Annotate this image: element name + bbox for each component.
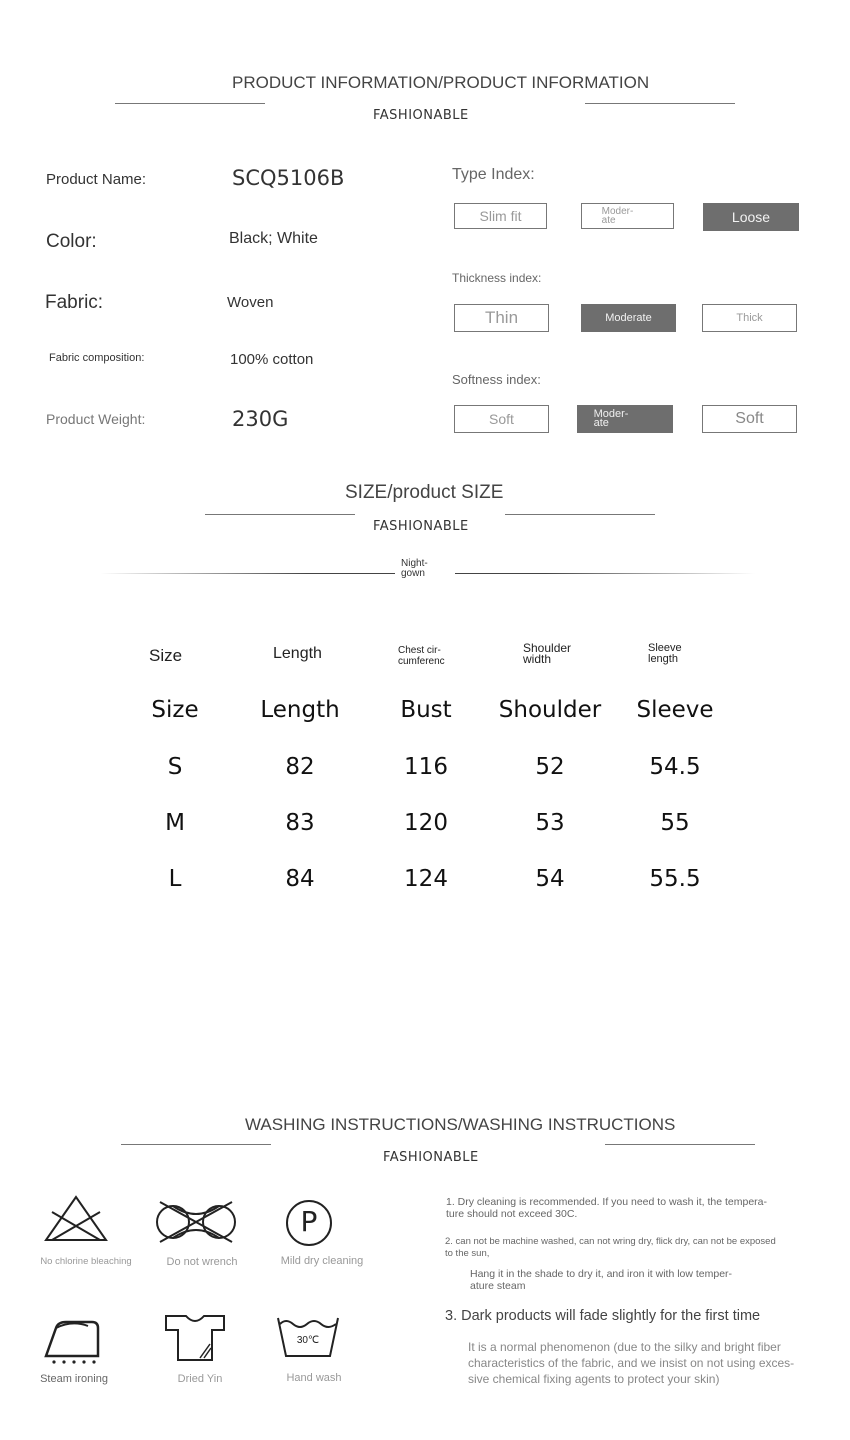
do-not-wring-caption: Do not wrench bbox=[166, 1256, 238, 1268]
product-weight-value: 230G bbox=[232, 407, 289, 431]
size-l: L bbox=[168, 866, 182, 892]
note-2: 2. can not be machine washed, can not wring dry, flick dry, can not be exposed to the sun, bbox=[445, 1236, 776, 1259]
bust-l: 124 bbox=[404, 866, 448, 892]
size-title: SIZE/product SIZE bbox=[345, 482, 504, 503]
product-name-label: Product Name: bbox=[46, 171, 147, 188]
size-s: S bbox=[167, 754, 183, 780]
fabric-composition-value: 100% cotton bbox=[230, 351, 314, 368]
note-2-detail: Hang it in the shade to dry it, and iron it with low temper- ature steam bbox=[470, 1268, 733, 1292]
dry-clean-p-icon bbox=[284, 1198, 334, 1253]
note-3: 3. Dark products will fade slightly for the first time bbox=[445, 1308, 761, 1324]
small-header-chest: Chest cir- cumferenc bbox=[398, 645, 445, 667]
small-header-size: Size bbox=[149, 646, 183, 665]
header-length: Length bbox=[260, 697, 340, 723]
product-info-title: PRODUCT INFORMATION/PRODUCT INFORMATION bbox=[232, 73, 650, 92]
product-name-value: SCQ5106B bbox=[232, 166, 345, 190]
title-rule-left bbox=[115, 103, 265, 104]
category-divider-right bbox=[455, 573, 755, 574]
washing-title: WASHING INSTRUCTIONS/WASHING INSTRUCTIONS bbox=[245, 1115, 676, 1134]
steam-iron-icon bbox=[42, 1316, 104, 1371]
title-rule-right bbox=[585, 103, 735, 104]
thickness-thick: Thick bbox=[702, 304, 797, 332]
product-weight-label: Product Weight: bbox=[46, 411, 146, 427]
header-shoulder: Shoulder bbox=[498, 697, 602, 723]
small-header-sleeve: Sleeve length bbox=[648, 642, 682, 665]
fabric-composition-label: Fabric composition: bbox=[49, 352, 145, 364]
note-1: 1. Dry cleaning is recommended. If you need to wash it, the tempera- ture should not exceed 30C. bbox=[446, 1196, 767, 1220]
shade-dry-icon bbox=[164, 1314, 226, 1367]
sleeve-m: 55 bbox=[660, 810, 690, 836]
type-loose: Loose bbox=[703, 203, 799, 231]
length-m: 83 bbox=[285, 810, 315, 836]
fabric-label: Fabric: bbox=[45, 292, 104, 313]
note-3-detail: It is a normal phenomenon (due to the silky and bright fiber characteristics of the fabric, and we insist on not using exces- sive chemical fixing agents to protect your skin) bbox=[468, 1340, 795, 1386]
header-bust: Bust bbox=[400, 697, 452, 723]
bust-m: 120 bbox=[404, 810, 448, 836]
hand-wash-icon bbox=[276, 1314, 340, 1363]
sleeve-l: 55.5 bbox=[649, 866, 701, 892]
header-size: Size bbox=[151, 697, 199, 723]
shoulder-s: 52 bbox=[535, 754, 565, 780]
size-rule-right bbox=[505, 514, 655, 515]
do-not-wring-icon bbox=[154, 1198, 238, 1251]
color-value: Black; White bbox=[229, 230, 318, 247]
washing-subtitle: FASHIONABLE bbox=[383, 1150, 479, 1165]
type-index-label: Type Index: bbox=[452, 166, 535, 183]
dry-clean-p-glyph: P bbox=[300, 1205, 318, 1238]
no-chlorine-bleach-caption: No chlorine bleaching bbox=[40, 1256, 132, 1267]
hand-wash-temp: 30℃ bbox=[296, 1335, 320, 1346]
washing-rule-right bbox=[605, 1144, 755, 1145]
type-slim-fit: Slim fit bbox=[454, 203, 547, 229]
shoulder-m: 53 bbox=[535, 810, 565, 836]
small-header-length: Length bbox=[273, 645, 322, 662]
length-l: 84 bbox=[285, 866, 315, 892]
sleeve-s: 54.5 bbox=[649, 754, 701, 780]
category-divider-left bbox=[100, 573, 395, 574]
thickness-thin: Thin bbox=[454, 304, 549, 332]
softness-index-label: Softness index: bbox=[452, 372, 541, 387]
size-rule-left bbox=[205, 514, 355, 515]
thickness-index-label: Thickness index: bbox=[452, 271, 542, 285]
softness-moderate: Moder- ate bbox=[577, 405, 673, 433]
dry-clean-caption: Mild dry cleaning bbox=[280, 1255, 364, 1267]
header-sleeve: Sleeve bbox=[636, 697, 714, 723]
thickness-moderate: Moderate bbox=[581, 304, 676, 332]
length-s: 82 bbox=[285, 754, 315, 780]
softness-soft-1: Soft bbox=[454, 405, 549, 433]
size-m: M bbox=[165, 810, 185, 836]
color-label: Color: bbox=[46, 231, 97, 252]
category-label: Night- gown bbox=[401, 558, 428, 579]
no-chlorine-bleach-icon bbox=[42, 1194, 110, 1249]
bust-s: 116 bbox=[404, 754, 448, 780]
fabric-value: Woven bbox=[227, 294, 274, 311]
size-subtitle: FASHIONABLE bbox=[373, 519, 469, 534]
shoulder-l: 54 bbox=[535, 866, 565, 892]
softness-soft-2: Soft bbox=[702, 405, 797, 433]
hand-wash-caption: Hand wash bbox=[286, 1372, 342, 1384]
shade-dry-caption: Dried Yin bbox=[177, 1373, 223, 1385]
type-moderate: Moder- ate bbox=[581, 203, 674, 229]
washing-rule-left bbox=[121, 1144, 271, 1145]
steam-iron-caption: Steam ironing bbox=[40, 1373, 108, 1385]
product-info-subtitle: FASHIONABLE bbox=[373, 108, 469, 123]
small-header-shoulder: Shoulder width bbox=[523, 641, 572, 666]
